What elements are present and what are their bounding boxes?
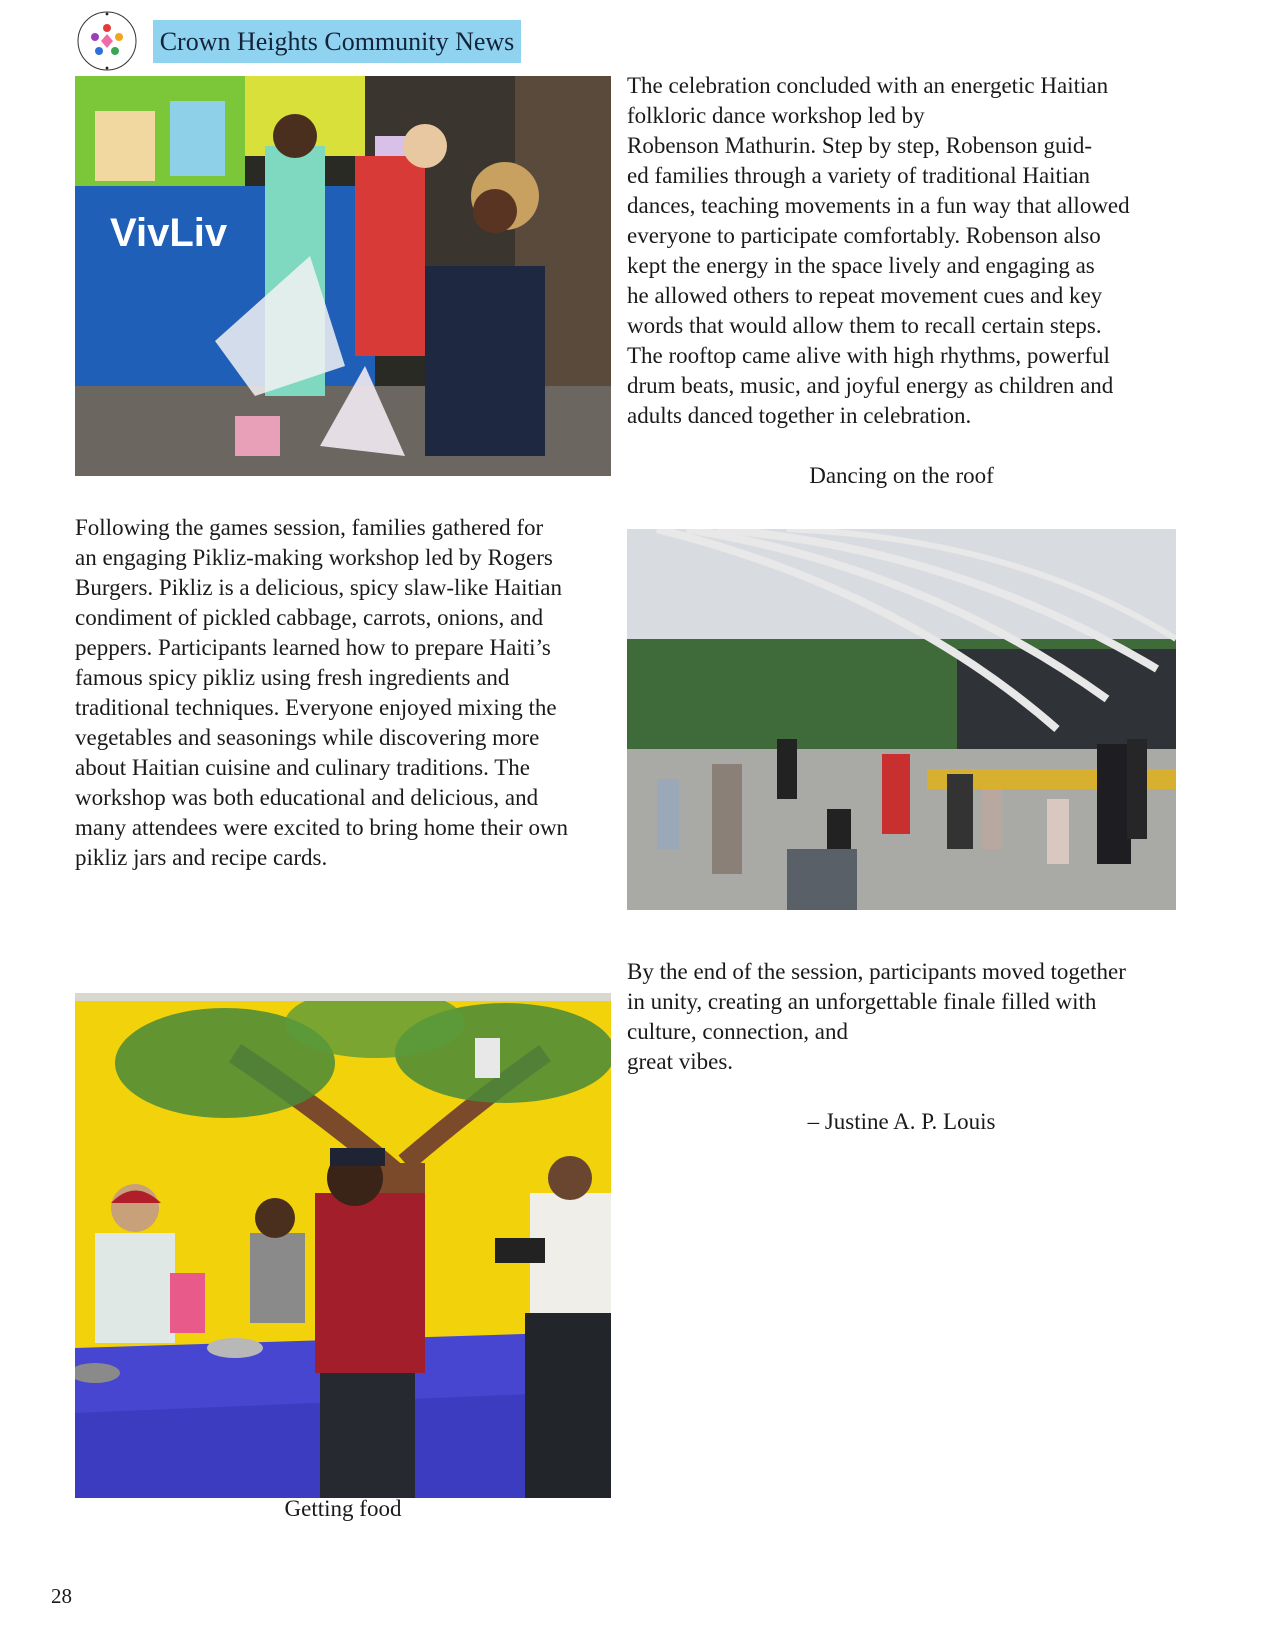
masthead-title: Crown Heights Community News [153, 20, 521, 63]
pikliz-workshop-paragraph: Following the games session, families gathered for an engaging Pikliz-making workshop led by Rogers Burgers. Pikliz is a delicious, spicy slaw-like Haitian condiment of pickled cabbage, carrots, onions, and peppers. Participants learned how to prepare Haiti’s famous spicy pikliz using fresh ingredients and traditional techniques. Everyone enjoyed mixing the vegetables and seasonings while discovering more about Haitian cuisine and culinary traditions. The workshop was both educational and delicious, and many attendees were excited to bring home their own pikliz jars and recipe cards. [75, 515, 569, 870]
community-circle-logo-icon [76, 10, 138, 72]
family-kites-photo [75, 76, 611, 476]
food-photo-caption: Getting food [284, 1496, 402, 1521]
finale-paragraph: By the end of the session, participants moved together in unity, creating an unforgettable finale filled with culture, connection, and great vibes. [627, 959, 1126, 1074]
svg-text:VivLiv: VivLiv [110, 211, 228, 255]
roof-photo-caption: Dancing on the roof [809, 463, 994, 488]
author-byline: – Justine A. P. Louis [807, 1109, 996, 1134]
pikliz-workshop-photo [75, 993, 611, 1498]
dance-workshop-paragraph: The celebration concluded with an energetic Haitian folkloric dance workshop led by Robenson Mathurin. Step by step, Robenson guid- ed families through a variety of traditional Haitian dances, teaching movements in a fun way that allowed everyone to participate comfortably. Robenson also kept the energy in the space lively and engaging as he allowed others to repeat movement cues and key words that would allow them to recall certain steps. The rooftop came alive with high rhythms, powerful drum beats, music, and joyful energy as children and adults danced together in celebration. [627, 73, 1130, 428]
page-number: 28 [51, 1584, 72, 1608]
community-logo [76, 10, 138, 72]
rooftop-dance-photo [627, 529, 1176, 910]
